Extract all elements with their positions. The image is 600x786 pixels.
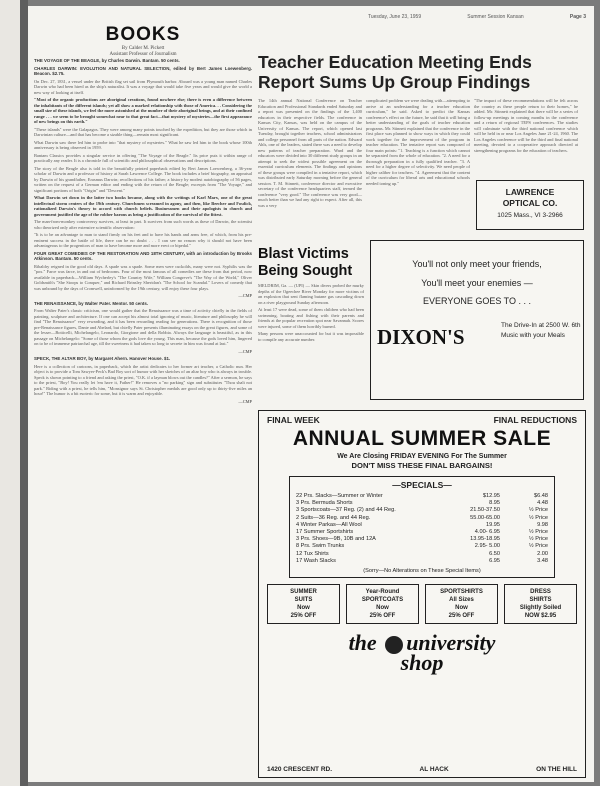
special-row <box>296 558 548 565</box>
special-row <box>296 493 548 500</box>
discount-boxes <box>267 584 577 624</box>
special-reg: 6.50 <box>489 550 500 557</box>
paragraph: What Darwin saw there led him to probe into "that mystery of mysteries." What he saw led him to the book whose 100th anniversary is being observed in 1959. <box>34 139 252 150</box>
paragraph: At least 17 were dead, some of them children who had been swimming, boating and fishing with their parents and friends at the popular recreation spot near Savannah. Scores were injured, some of them horribly burned. <box>258 307 364 329</box>
special-reg: 2.95- 5.00 <box>474 543 500 550</box>
shop-proprietor: AL HACK <box>419 766 449 773</box>
box-line: SPORTCOATS <box>361 597 404 604</box>
special-item: 12 Tux Shirts <box>296 550 329 557</box>
special-row <box>296 543 548 550</box>
sale-footer <box>267 766 577 773</box>
specials-list <box>296 493 548 565</box>
discount-box <box>504 584 577 624</box>
sale-closing: We Are Closing FRIDAY EVENING For The Summer <box>337 453 507 460</box>
special-now: ½ Price <box>529 514 548 521</box>
box-line: SUMMER <box>290 589 317 596</box>
special-now: 9.98 <box>537 521 548 528</box>
special-item: 3 Sportscoats—37 Reg. (2) and 44 Reg. <box>296 507 396 514</box>
box-line: Slightly Soiled <box>519 605 562 612</box>
dixons-ad <box>370 240 584 400</box>
discount-box <box>425 584 498 624</box>
article-column: complicated problem we were dealing with—attempting to arrive at an understanding for a teacher education curriculum," he said. Asked to predict the Kansas conference's effect on the future, he said that it will bring a better understanding of the goals of teacher education programs. Mr. Stinnett explained that the conference in the first place was planned to show ways in which they could work together for the improvement of the program in teacher education. The tentative report was composed of four main points: "1. Teaching is a function which cannot be separated from the whole of education. "2. A need for a thorough preparation in a fully qualified teacher. "3. A need for a higher degree of selectivity. We need people of higher caliber for teachers. "4. Agreement that the content of the curriculum for liberal arts and educational schools needed toning up." <box>366 98 470 186</box>
books-column <box>34 24 252 406</box>
box-line: SPORTSHIRTS <box>440 589 483 596</box>
review-signature: —CMP <box>238 348 252 354</box>
teacher-headline: Teacher Education Meeting Ends Report Sums Up Group Findings <box>258 52 532 92</box>
shop-location: ON THE HILL <box>536 766 577 773</box>
ad-detail: The Drive-In at 2500 W. 6th Music with your Meals <box>501 322 581 339</box>
special-reg: 8.95 <box>489 500 500 507</box>
discount-box <box>346 584 419 624</box>
shop-the: the <box>348 630 377 656</box>
specials-title: —SPECIALS— <box>392 480 452 490</box>
special-now: ½ Price <box>529 536 548 543</box>
special-item: 22 Prs. Slacks—Summer or Winter <box>296 493 383 499</box>
special-now: 3.48 <box>537 557 548 564</box>
paragraph: Bantam Classics provides a singular service in offering "The Voyage of the Beagle." Its price puts it within range of practically any reader. It is a chronicle full of scientific and philosophical observations and descriptions. <box>34 152 252 163</box>
box-line: Now <box>376 605 389 612</box>
specials-note: (Sorry—No Alterations on These Special Items) <box>363 568 481 575</box>
special-reg: 13.95-18.95 <box>470 536 500 543</box>
paragraph: From Walter Pater's classic criticism, one would gather that the Renaissance was a time of activity chiefly in the fields of painting, sculpture and architecture. If one can accept his almost total ignoring of music, literature and philosophy he will find "The Renaissance" very rewarding, and it has been rewarding reading for generations. There is recognition of those pre-Renaissance figures, Dante and Abelard, but chiefly Pater presents illuminating essays on the great figures, and some of the lesser—Botticelli, Michelangelo, Leonardo, Giorgione and della Robbia. Always the language is beautiful, as in this passage on Michelangelo: "Some of those whom the gods love die young. This man, because the gods loved him, lingered on to be of immense patriarchal age, till the sweetness it had taken so long to secrete in him was found at last." <box>34 308 252 346</box>
review-signature: —CMP <box>238 293 252 298</box>
paragraph: What Darwin set down in the latter two books became, along with the writings of Karl Marx, one of the great intellectual storm centers of the 19th century. Churchmen screamed in agony, and then, like Beecher and Fosdick, rationalized Darwin's theory to accord with church beliefs. Businessmen and their apologists in church and government justified the age of the robber barons as being a justification of the survival of the fittest. <box>34 195 252 217</box>
box-line: Now <box>297 605 310 612</box>
box-line: DRESS <box>530 589 551 596</box>
page-gutter <box>20 0 28 786</box>
university-shop-logo <box>259 630 585 674</box>
special-item: 17 Wash Slacks <box>296 557 336 564</box>
summer-sale-ad <box>258 410 586 778</box>
box-line: All Sizes <box>449 597 474 604</box>
box-line: NOW $2.95 <box>524 613 557 620</box>
running-head-paper: Summer Session Kansan <box>467 14 524 20</box>
ad-name: LAWRENCE <box>505 187 555 197</box>
special-item: 17 Summer Sportshirts <box>296 529 354 536</box>
special-row <box>296 522 548 529</box>
dixons-logo: DIXON'S <box>377 325 465 349</box>
special-item: 3 Prs. Shoes—9B, 10B and 12A <box>296 536 376 543</box>
special-now: ½ Price <box>529 507 548 514</box>
article-column: "The impact of these recommendations will be felt across the country as these people return to their homes," he added. Mr. Stinnett explained that there will be a series of follow-up meetings in coming months in the conference and a return of regional TEPS conferences. The studies will culminate with the third national conference which will be held in or near Los Angeles June 21-24, 1960. The Los Angeles conference will be the third and final national meeting, devoted to a cooperative approach directed at strengthening programs for the education of teachers. <box>474 98 578 153</box>
ad-line: EVERYONE GOES TO . . . <box>422 296 532 306</box>
special-reg: 6.95 <box>489 557 500 564</box>
sale-dont-miss: DON'T MISS THESE FINAL BARGAINS! <box>351 461 493 470</box>
paragraph: Here is a collection of cartoons, in paperback, which the artist dedicates to her former art teacher, a Catholic nun. Her object is to provide a Tom Sawyer-Peck's Bad Boy sort of humor with her sketches of an altar boy who is always in trouble. Speck is shown pointing to a friend and asking the priest, "O.K. if a layman blows out the candles?" After a sermon, he says to the priest, "Boy! You really let 'em have it, Father!" He removes a "no parking" sign and substitutes "Thou shalt not park." Riding with a priest, he tells him, "Monsignor says St. Christopher medals are good only up to thirty-five miles an hour!" The humor is a bit esoteric for some, but it is warm and enjoyable. <box>34 363 252 396</box>
sale-banner <box>259 411 585 425</box>
special-reg: $12.95 <box>482 493 500 499</box>
shop-name-2: shop <box>400 650 444 676</box>
ad-line: You'll meet your enemies — <box>421 278 533 288</box>
paragraph: Ribaldry reigned in the good old days. A spade was a spade. Some men were cuckolds, many were not. Syphilis was the "pox." Farce was farce, in and out of bedrooms. Four of the most famous of all comedies are these from that period, now available in paperback—William Wycherley's "The Country Wife," William Congreve's "The Way of the World," Oliver Goldsmith's "She Stoops to Conquer," and Richard Brinsley Sheridan's "The School for Scandal." Lovers of comedy that was unbound by the days of Cromwell, uninformed by the 19th century, will enjoy these four plays. <box>34 263 252 291</box>
blast-headline: Blast Victims Being Sought <box>258 246 353 279</box>
box-line: SHIRTS <box>529 597 552 604</box>
review-signature: —CMP <box>238 398 252 404</box>
special-reg: 21.50-37.50 <box>470 507 500 514</box>
newspaper-page <box>28 6 594 782</box>
special-reg: 55.00-65.00 <box>470 514 500 521</box>
review-heading: SPECK, THE ALTAR BOY, by Margaret Ahern. Hanover House. $1. <box>34 356 171 361</box>
review-heading: THE RENAISSANCE, by Walter Pater. Mentor. 50 cents. <box>34 300 149 306</box>
review-heading: THE VOYAGE OF THE BEAGLE, by Charles Darwin. Bantam. 50 cents. <box>34 58 180 63</box>
special-reg: 4.00- 6.95 <box>474 529 500 536</box>
special-item: 2 Suits—36 Reg. and 44 Reg. <box>296 514 371 521</box>
special-now: 2.00 <box>537 550 548 557</box>
article-column: The 14th annual National Conference on Teacher Education and Professional Standards ended Saturday and a report was presented on the findings of the 1,400 educators in their respective fields. The conference in Kansas City, Kansas, was held on the campus of the University of Kansas. The report, which opened last Tuesday, brought together teachers, school administrators and college personnel from all parts of the nation. Edward Ahls, one of the leaders, stated there was a need to develop new patterns of teacher preparation. Ward and the educators were divided into 30 different study groups in an attempt to seek the widest possible agreement on the essential curriculum elements. The findings and opinions of these groups were compiled in a tentative report, which was distributed early Saturday morning before the general session. T. M. Stinnett, conference director and executive secretary of the conference headquarters staff, termed the conference "very good." The conference was very good—much better than we had any right to expect. After all, this was a very <box>258 98 362 208</box>
paragraph: On Dec. 27, 1831, a vessel under the British flag set sail from Plymouth harbor. Aboard was a young man named Charles Darwin who had been hired as the ship's naturalist. It was a voyage that would take five years and would give the world a new way of looking at itself. <box>34 78 252 95</box>
books-title: BOOKS <box>105 24 181 45</box>
ad-line: You'll not only meet your friends, <box>412 259 542 269</box>
special-now: ½ Price <box>529 529 548 536</box>
running-head-date: Tuesday, June 23, 1959 <box>368 14 422 20</box>
special-row <box>296 536 548 543</box>
blast-article <box>258 246 364 344</box>
ad-name: OPTICAL CO. <box>502 198 558 208</box>
specials-box <box>289 476 555 578</box>
special-row <box>296 529 548 536</box>
review-heading: FOUR GREAT COMEDIES OF THE RESTORATION AND 18TH CENTURY, with an introduction by Brooks Atkinson. Bantam. 50 cents. <box>34 250 252 261</box>
box-line: 25% OFF <box>290 613 317 620</box>
box-line: 25% OFF <box>369 613 396 620</box>
running-head <box>368 14 586 20</box>
ad-address: 1025 Mass., VI 3-2966 <box>497 212 563 219</box>
paragraph: MELDRIM, Ga. — (UPI) — Skin divers probed the murky depths of the Ogeechee River Monday for more victims of an explosion that sent flaming butane gas cascading down on a river playground Sunday afternoon. <box>258 283 364 305</box>
quote-paragraph: "Most of the organic productions are aboriginal creations, found nowhere else; there is even a difference between the inhabitants of the different islands; yet all show a marked relationship with those of America. . . Considering the small size of these islands, we feel the more astonished at the number of their aboriginal beings, and at their confined range . . . we seem to be brought somewhat near to that great fact—that mystery of mysteries—the first appearance of new beings on this earth." <box>34 97 252 124</box>
shop-address: 1420 CRESCENT RD. <box>267 766 333 773</box>
special-now: 4.48 <box>537 500 548 507</box>
paragraph: Many persons were unaccounted for but it was impossible to compile any accurate number. <box>258 331 364 342</box>
box-line: Year-Round <box>365 589 400 596</box>
running-head-page: Page 3 <box>569 14 586 20</box>
special-now: $6.48 <box>534 493 548 499</box>
books-byline-role: Assistant Professor of Journalism <box>109 52 177 57</box>
lawrence-optical-ad <box>476 180 584 230</box>
special-item: 8 Prs. Swim Trunks <box>296 543 345 550</box>
discount-box <box>267 584 340 624</box>
special-row <box>296 551 548 558</box>
sale-title: ANNUAL SUMMER SALE <box>292 427 552 450</box>
special-reg: 19.95 <box>486 521 500 528</box>
special-now: ½ Price <box>529 543 548 550</box>
special-row <box>296 515 548 522</box>
previous-page-edge <box>0 0 20 786</box>
shop-name: university <box>406 630 496 656</box>
special-row <box>296 500 548 507</box>
box-line: SUITS <box>294 597 313 604</box>
paragraph: The man-from-monkey controversy survives, at least in part. It survives from such words as these of Darwin, the scientist who theorized only after extensive scientific observation: <box>34 219 252 230</box>
books-byline: By Calder M. Pickett <box>121 46 165 51</box>
review-heading: CHARLES DARWIN: EVOLUTION AND NATURAL SELECTION, edited by Bert James Loewenberg. Beacon. $2.75. <box>34 65 252 76</box>
special-item: 4 Winter Parkas—All Wool <box>296 521 362 528</box>
box-line: Now <box>455 605 468 612</box>
paragraph: "These islands" were the Galapagos. They were among many points touched by the expedition, but they are those which in Darwinian culture—and that has become a sizable thing—remain most significant. <box>34 126 252 137</box>
final-week: FINAL WEEK <box>267 415 320 425</box>
box-line: 25% OFF <box>448 613 475 620</box>
special-item: 3 Prs. Bermuda Shorts <box>296 500 353 507</box>
final-reductions: FINAL REDUCTIONS <box>493 415 577 425</box>
special-row <box>296 507 548 514</box>
paragraph: The story of the Beagle also is told in the beautifully printed paperback edited by Bert James Loewenberg, a 36-year scholar of Darwin and a professor of history at Sarah Lawrence College. The book includes a brief biography, an appraisal by Darwin of his grandfather, Erasmus Darwin; recollections of his father; a history by modest autobiography of 56 pages, written on the request of a German editor and ending with the return of the Beagle; excerpts from "The Voyage," and significant portions of both "Origin" and "Descent." <box>34 165 252 193</box>
paragraph: "It is to be an advantage to man to stand firmly on his feet and to have his hands and arms free, of which, from his pre-eminent success in the battle of life, there can be no doubt . . . I can see no reason why it should not have been advantageous to the progenitors of man to have become more and more erect or bipedal." <box>34 232 252 248</box>
